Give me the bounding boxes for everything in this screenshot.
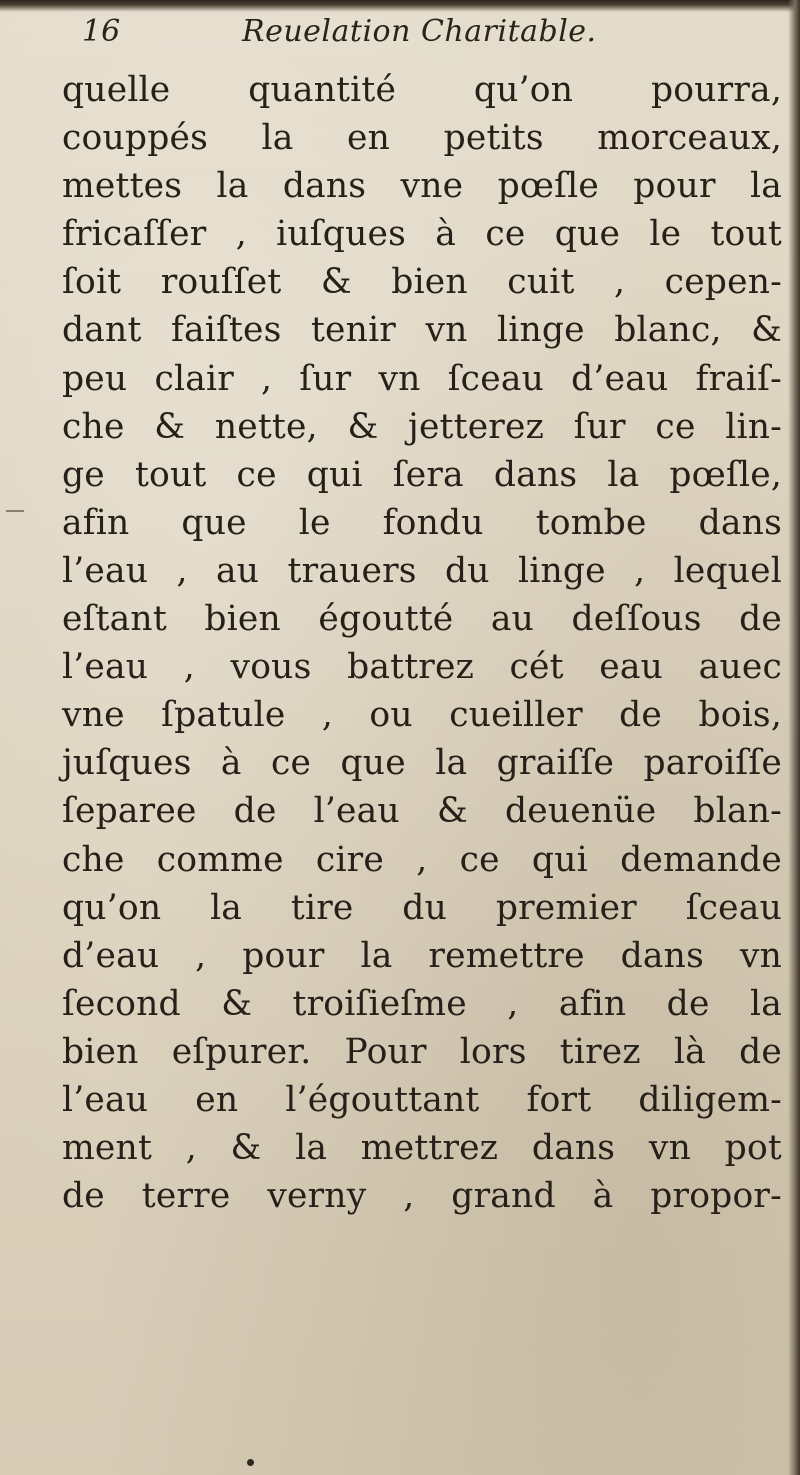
text-line: vne ſpatule , ou cueiller de bois, [62, 695, 782, 736]
ink-speck [247, 1459, 254, 1466]
text-line: qu’on la tire du premier ſceau [62, 887, 782, 928]
running-head [82, 12, 742, 56]
text-line: l’eau , vous battrez cét eau auec [62, 647, 782, 688]
text-line: l’eau , au trauers du linge , lequel [62, 550, 782, 591]
text-line: peu clair , ſur vn ſceau d’eau fraiſ- [62, 358, 782, 399]
page-number: 16 [82, 14, 121, 49]
text-line: mettes la dans vne pœſle pour la [62, 166, 782, 207]
page-top-shadow [0, 0, 800, 12]
text-line: quelle quantité qu’on pourra, [62, 70, 782, 110]
text-line: dant faiſtes tenir vn linge blanc, & [62, 310, 782, 351]
text-line: juſques à ce que la graiſſe paroiſſe [62, 743, 782, 784]
text-line: ſeparee de l’eau & deuenüe blan- [62, 791, 782, 832]
text-line: ment , & la mettrez dans vn pot [62, 1128, 782, 1169]
text-line: bien eſpurer. Pour lors tirez là de [62, 1031, 782, 1072]
text-line: d’eau , pour la remettre dans vn [62, 935, 782, 976]
text-line: ſoit rouſſet & bien cuit , cepen- [62, 262, 782, 303]
text-line: che comme cire , ce qui demande [62, 839, 782, 880]
body-text [62, 66, 782, 1220]
text-line: eſtant bien égoutté au deſſous de [62, 599, 782, 640]
text-line: de terre verny , grand à propor- [62, 1176, 782, 1217]
page-right-edge [788, 0, 800, 1475]
text-line: l’eau en l’égouttant fort diligem- [62, 1079, 782, 1120]
text-line: ge tout ce qui ſera dans la pœſle, [62, 454, 782, 495]
margin-mark [6, 510, 24, 512]
text-line: che & nette, & jetterez ſur ce lin- [62, 406, 782, 447]
running-title: Reuelation Charitable. [242, 14, 597, 49]
text-line: afin que le fondu tombe dans [62, 502, 782, 543]
text-line: couppés la en petits morceaux, [62, 118, 782, 159]
text-line: fricaſſer , iuſques à ce que le tout [62, 214, 782, 255]
text-line: ſecond & troiſieſme , afin de la [62, 983, 782, 1024]
